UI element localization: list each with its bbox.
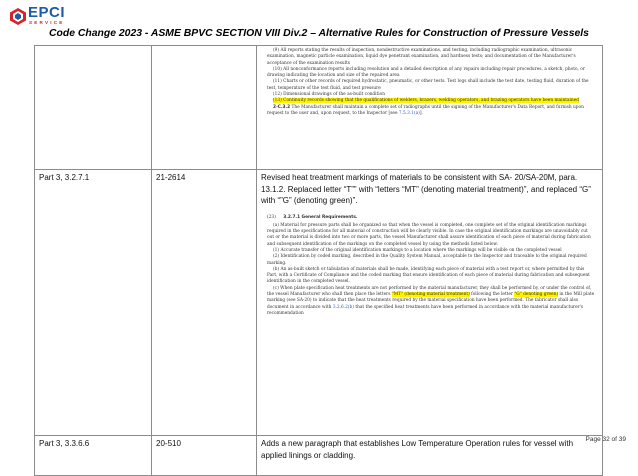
change-description: Adds a new paragraph that establishes Low Temperature Operation rules for vessel with applied linings or cladding.	[261, 439, 574, 460]
excerpt-item-a: (a) Material for pressure parts shall be organized so that when the vessel is completed, one complete set of the original identification markings required in the specifications for all material of construction will be clearly visible. In case the original identification markings are unavoidably cut out or the material is divided into two or more parts, the vessel Manufacturer shall assure identification of each piece of material during fabrication and subsequent identification of the markings on the completed vessel by using the methods listed below.	[267, 222, 591, 247]
code-excerpt	[261, 215, 598, 318]
record-cell: 21-2614	[152, 170, 257, 436]
section-text: The Manufacturer shall maintain a complete set of radiographs until the signing of the Manufacturer's Data Report, and furnish upon request to the user and, upon request, to the Inspector [see	[267, 104, 584, 116]
description-cell	[257, 436, 603, 476]
document-title: Code Change 2023 - ASME BPVC SECTION VIII Div.2 – Alternative Rules for Construction of Pressure Vessels	[49, 28, 589, 39]
excerpt-item-c: (c) When plate specification heat treatments are not performed by the material manufacturer, they shall be performed by, or under the control of, the vessel Manufacturer who shall then place the letters "MT" (denoting material treatment) following the letter "G" denoting green) in the Mill plate marking (see SA-20) to indicate that the heat treatments required by the material specification have been performed. The fabricator shall also document in accordance with 3.2.6.2(b) that the specified heat treatments have been performed in accordance with the material manufacturer's recommendation	[267, 285, 595, 316]
highlight-g: "G" denoting green)	[514, 292, 559, 298]
highlight-mt: "MT" (denoting material treatment)	[391, 292, 470, 298]
record-cell: 20-510	[152, 436, 257, 476]
excerpt-item-11: (11) Charts or other records of required hydrostatic, pneumatic, or other tests. Test logs shall include the test date, testing fluid, duration of the test, temperature of the test fluid, and test pressure	[267, 79, 589, 91]
excerpt-item-a2: (2) Identification by coded marking, described in the Quality System Manual, acceptable to the Inspector and traceable to the original required marking.	[267, 254, 587, 266]
table-row	[35, 46, 603, 170]
excerpt-item-a1: (1) Accurate transfer of the original identification markings to a location where the markings will be visible on the completed vessel	[273, 247, 562, 253]
cross-reference-link[interactable]: 7.5.3.1(a)	[398, 110, 420, 116]
page-number: Page 32 of 39	[585, 436, 626, 443]
record-cell	[152, 46, 257, 170]
table-row	[35, 170, 603, 436]
code-excerpt: (9) All reports stating the results of inspection, nondestructive examinations, and testing, including radiographic examination, ultrasonic examination, magnetic particle examination, liquid dye penetrant examination, and hardness tests; and documentation of the Manufacturer's acceptance of the examination results (10) All nonconformance reports including resolution and a detailed description of any repairs including repair procedures, a sketch, photo, or drawing indicating the location and size of the repaired area (11) Charts or other records of required hydrostatic, pneumatic, or other tests. Test logs shall include the test date, testing fluid, duration of the test, temperature of the test fluid, and test pressure (12) Dimensional drawings of the as-built condition (13) Continuity records showing that the qualifications of welders, brazers, welding operators, and brazing operators have been maintained 2-C.3.2 The Manufacturer shall maintain a complete set of radiographs until the signing of the Manufacturer's Data Report, and furnish upon request to the user and, upon request, to the Inspector [see 7.5.3.1(a)].	[261, 48, 598, 117]
excerpt-item-10: (10) All nonconformance reports including resolution and a detailed description of any repairs including repair procedures, a sketch, photo, or drawing indicating the location and size of the repaired area	[267, 66, 585, 79]
part-cell	[35, 46, 152, 170]
epci-logo	[10, 6, 72, 28]
part-cell: Part 3, 3.2.7.1	[35, 170, 152, 436]
edition-tag: (23)	[267, 214, 276, 220]
brand-name: EPCI	[28, 4, 66, 21]
table-row	[35, 436, 603, 476]
brand-tagline: SERVICE	[29, 20, 65, 25]
excerpt-heading: 3.2.7.1 General Requirements.	[283, 214, 358, 220]
excerpt-item-12: (12) Dimensional drawings of the as-built condition	[273, 92, 385, 98]
part-cell: Part 3, 3.3.6.6	[35, 436, 152, 476]
code-change-table	[34, 45, 603, 476]
epci-logo-mark-icon	[10, 8, 26, 25]
cross-reference-link[interactable]: 3.2.6.2(b)	[332, 304, 354, 310]
excerpt-item-b: (b) An as-built sketch or tabulation of materials shall be made, identifying each piece of material with a test report or, where permitted by this Part, with a Certificate of Compliance and the coded marking that ensure identification of each piece of material during fabrication and subsequent identification in the completed vessel.	[267, 266, 590, 285]
description-cell	[257, 170, 603, 436]
excerpt-item-9: (9) All reports stating the results of inspection, nondestructive examinations, and testing, including radiographic examination, ultrasonic examination, magnetic particle examination, liquid dye penetrant examination, and hardness tests; and documentation of the Manufacturer's acceptance of the examination results	[267, 48, 576, 66]
description-cell	[257, 46, 603, 170]
section-label: 2-C.3.2	[273, 104, 291, 110]
excerpt-item-13-highlighted: (13) Continuity records showing that the qualifications of welders, brazers, welding operators, and brazing operators have been maintained	[273, 98, 579, 104]
change-description: Revised heat treatment markings of materials to be consistent with SA- 20/SA-20M, para. 13.1.2. Replaced letter “T”” with “letters “MT” (denoting material treatment)”, and replaced “G” with “”G” (denoting green)”.	[261, 173, 591, 205]
